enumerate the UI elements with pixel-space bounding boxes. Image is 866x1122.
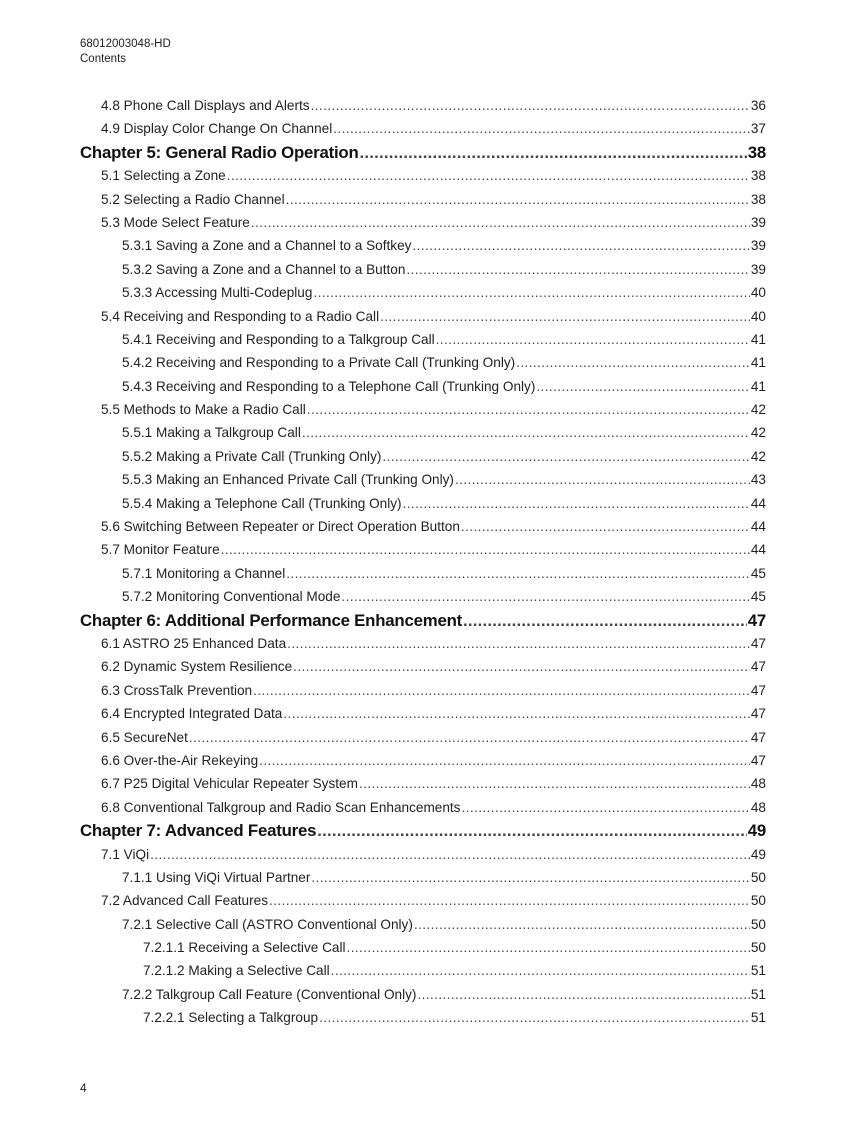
toc-dot-leader [461, 515, 750, 538]
toc-entry-title: 5.5.2 Making a Private Call (Trunking Only) [122, 448, 382, 464]
toc-entry[interactable] [80, 258, 766, 281]
toc-entry[interactable] [80, 538, 766, 561]
toc-entry-title: 7.2.1.1 Receiving a Selective Call [143, 940, 346, 956]
toc-entry-page: 48 [750, 799, 766, 815]
toc-dot-leader [536, 375, 750, 398]
toc-entry[interactable] [80, 772, 766, 795]
toc-entry[interactable] [80, 445, 766, 468]
toc-entry-page: 47 [747, 610, 766, 630]
toc-entry-title: 6.2 Dynamic System Resilience [101, 659, 293, 675]
toc-entry-title: 5.3.1 Saving a Zone and a Channel to a Softkey [122, 238, 412, 254]
toc-entry-title: 5.7.1 Monitoring a Channel [122, 565, 286, 581]
toc-dot-leader [414, 913, 750, 936]
toc-entry-title: 5.7.2 Monitoring Conventional Mode [122, 589, 341, 605]
toc-entry[interactable] [80, 164, 766, 187]
toc-dot-leader [516, 351, 750, 374]
toc-dot-leader [331, 959, 750, 982]
toc-dot-leader [227, 164, 750, 187]
toc-dot-leader [455, 468, 750, 491]
toc-chapter-entry[interactable] [80, 609, 766, 632]
toc-entry-title: 7.1 ViQi [101, 846, 150, 862]
toc-entry-page: 50 [750, 869, 766, 885]
toc-entry-page: 45 [750, 565, 766, 581]
toc-entry-title: 5.4 Receiving and Responding to a Radio Call [101, 308, 380, 324]
toc-entry-title: 5.4.3 Receiving and Responding to a Telephone Call (Trunking Only) [122, 378, 536, 394]
toc-entry-page: 41 [750, 378, 766, 394]
toc-entry-page: 50 [750, 893, 766, 909]
toc-entry[interactable] [80, 585, 766, 608]
toc-dot-leader [436, 328, 750, 351]
toc-entry-title: 6.8 Conventional Talkgroup and Radio Scan Enhancements [101, 799, 461, 815]
toc-entry-title: 6.6 Over-the-Air Rekeying [101, 752, 259, 768]
toc-entry[interactable] [80, 1006, 766, 1029]
toc-entry-page: 43 [750, 472, 766, 488]
toc-dot-leader [382, 445, 749, 468]
toc-dot-leader [360, 141, 747, 164]
toc-entry-page: 41 [750, 331, 766, 347]
toc-dot-leader [359, 772, 750, 795]
toc-entry[interactable] [80, 562, 766, 585]
toc-entry-title: 7.2 Advanced Call Features [101, 893, 269, 909]
toc-entry[interactable] [80, 749, 766, 772]
toc-entry[interactable] [80, 492, 766, 515]
toc-entry-title: 5.2 Selecting a Radio Channel [101, 191, 285, 207]
toc-entry-page: 36 [750, 98, 766, 113]
toc-entry-title: 7.2.1 Selective Call (ASTRO Conventional Only) [122, 916, 413, 932]
toc-entry-title: 5.5.3 Making an Enhanced Private Call (Trunking Only) [122, 472, 454, 488]
toc-dot-leader [259, 749, 750, 772]
toc-entry-page: 44 [750, 495, 766, 511]
toc-entry-title: 6.7 P25 Digital Vehicular Repeater System [101, 776, 358, 792]
toc-entry[interactable] [80, 328, 766, 351]
toc-entry-title: 5.4.2 Receiving and Responding to a Private Call (Trunking Only) [122, 355, 516, 371]
toc-entry-page: 51 [750, 963, 766, 979]
toc-entry-page: 44 [750, 519, 766, 535]
toc-entry-page: 47 [750, 706, 766, 722]
toc-entry[interactable] [80, 936, 766, 959]
toc-entry[interactable] [80, 959, 766, 982]
page-header [80, 37, 171, 67]
toc-entry[interactable] [80, 913, 766, 936]
toc-entry-title: 5.4.1 Receiving and Responding to a Talkgroup Call [122, 331, 435, 347]
toc-entry-page: 42 [750, 425, 766, 441]
toc-entry-page: 44 [750, 542, 766, 558]
toc-entry-page: 51 [750, 1010, 766, 1026]
toc-entry-page: 40 [750, 308, 766, 324]
toc-entry-title: 7.2.1.2 Making a Selective Call [143, 963, 330, 979]
toc-entry[interactable] [80, 375, 766, 398]
toc-dot-leader [287, 632, 750, 655]
toc-entry-page: 41 [750, 355, 766, 371]
toc-entry-page: 47 [750, 729, 766, 745]
toc-entry[interactable] [80, 421, 766, 444]
toc-entry-title: 6.4 Encrypted Integrated Data [101, 706, 283, 722]
toc-dot-leader [317, 819, 746, 842]
toc-entry-page: 38 [747, 142, 766, 162]
toc-entry-title: 4.8 Phone Call Displays and Alerts [101, 98, 310, 113]
toc-entry-title: 7.2.2 Talkgroup Call Feature (Conventional Only) [122, 986, 417, 1002]
toc-dot-leader [269, 889, 750, 912]
toc-entry[interactable] [80, 702, 766, 725]
toc-entry[interactable] [80, 889, 766, 912]
toc-dot-leader [406, 258, 749, 281]
toc-entry-page: 38 [750, 191, 766, 207]
toc-dot-leader [251, 211, 750, 234]
toc-entry-page: 39 [750, 214, 766, 230]
toc-entry-page: 42 [750, 402, 766, 418]
toc-entry-page: 47 [750, 635, 766, 651]
toc-entry[interactable] [80, 679, 766, 702]
document-id: 68012003048-HD [80, 38, 171, 50]
toc-entry-page: 49 [750, 846, 766, 862]
toc-dot-leader [403, 492, 750, 515]
toc-entry-page: 49 [747, 821, 766, 841]
toc-dot-leader [412, 234, 749, 257]
toc-dot-leader [307, 398, 750, 421]
toc-dot-leader [319, 1006, 750, 1029]
toc-dot-leader [253, 679, 750, 702]
toc-entry[interactable] [80, 351, 766, 374]
toc-entry-page: 40 [750, 285, 766, 301]
toc-entry[interactable] [80, 632, 766, 655]
toc-entry-title: 5.1 Selecting a Zone [101, 168, 226, 184]
toc-entry[interactable] [80, 117, 766, 140]
toc-entry-page: 38 [750, 168, 766, 184]
toc-entry[interactable] [80, 796, 766, 819]
toc-dot-leader [347, 936, 750, 959]
toc-entry[interactable] [80, 305, 766, 328]
toc-entry-title: 5.5 Methods to Make a Radio Call [101, 402, 306, 418]
toc-dot-leader [311, 866, 749, 889]
toc-entry-page: 37 [750, 121, 766, 137]
page-number: 4 [80, 1081, 87, 1095]
toc-entry-title: Chapter 6: Additional Performance Enhancement [80, 610, 463, 630]
toc-dot-leader [221, 538, 750, 561]
toc-entry-title: 5.5.1 Making a Talkgroup Call [122, 425, 301, 441]
toc-entry-title: 5.3.3 Accessing Multi-Codeplug [122, 285, 313, 301]
toc-entry-page: 45 [750, 589, 766, 605]
toc-dot-leader [313, 281, 749, 304]
toc-entry-title: 5.7 Monitor Feature [101, 542, 220, 558]
toc-entry-page: 42 [750, 448, 766, 464]
toc-entry-title: 6.3 CrossTalk Prevention [101, 682, 253, 698]
toc-dot-leader [286, 188, 750, 211]
toc-entry[interactable] [80, 655, 766, 678]
toc-entry-title: Chapter 7: Advanced Features [80, 821, 317, 841]
toc-entry-title: 5.6 Switching Between Repeater or Direct Operation Button [101, 519, 460, 535]
toc-dot-leader [283, 702, 750, 725]
toc-dot-leader [293, 655, 750, 678]
toc-entry-page: 50 [750, 940, 766, 956]
toc-chapter-entry[interactable] [80, 819, 766, 842]
toc-entry-title: 5.3 Mode Select Feature [101, 214, 250, 230]
toc-entry[interactable] [80, 726, 766, 749]
toc-entry[interactable] [80, 281, 766, 304]
toc-entry-page: 47 [750, 659, 766, 675]
toc-entry-title: 7.2.2.1 Selecting a Talkgroup [143, 1010, 319, 1026]
toc-dot-leader [311, 94, 750, 117]
toc-entry-page: 51 [750, 986, 766, 1002]
toc-dot-leader [150, 843, 750, 866]
toc-dot-leader [463, 609, 747, 632]
toc-entry-title: Chapter 5: General Radio Operation [80, 142, 359, 162]
toc-entry-page: 47 [750, 752, 766, 768]
toc-entry-page: 39 [750, 261, 766, 277]
toc-entry[interactable] [80, 843, 766, 866]
toc-entry[interactable] [80, 188, 766, 211]
toc-entry[interactable] [80, 515, 766, 538]
toc-entry[interactable] [80, 211, 766, 234]
toc-dot-leader [461, 796, 749, 819]
toc-entry-page: 50 [750, 916, 766, 932]
toc-entry-title: 4.9 Display Color Change On Channel [101, 121, 333, 137]
toc-entry-title: 7.1.1 Using ViQi Virtual Partner [122, 869, 311, 885]
toc-entry[interactable] [80, 983, 766, 1006]
toc-entry[interactable] [80, 468, 766, 491]
toc-dot-leader [286, 562, 750, 585]
toc-entry[interactable] [80, 94, 766, 117]
toc-dot-leader [189, 726, 750, 749]
toc-entry-title: 6.1 ASTRO 25 Enhanced Data [101, 635, 287, 651]
toc-chapter-entry[interactable] [80, 141, 766, 164]
toc-entry-page: 48 [750, 776, 766, 792]
toc-entry-page: 39 [750, 238, 766, 254]
toc-entry[interactable] [80, 866, 766, 889]
toc-dot-leader [302, 421, 750, 444]
toc-entry-title: 5.3.2 Saving a Zone and a Channel to a Button [122, 261, 406, 277]
toc-entry-title: 5.5.4 Making a Telephone Call (Trunking Only) [122, 495, 402, 511]
toc-dot-leader [333, 117, 750, 140]
toc-entry-page: 47 [750, 682, 766, 698]
toc-dot-leader [341, 585, 749, 608]
toc-dot-leader [417, 983, 749, 1006]
toc-entry-title: 6.5 SecureNet [101, 729, 188, 745]
section-title: Contents [80, 53, 127, 65]
toc-dot-leader [380, 305, 750, 328]
toc-entry[interactable] [80, 398, 766, 421]
table-of-contents [80, 94, 766, 1030]
toc-entry[interactable] [80, 234, 766, 257]
